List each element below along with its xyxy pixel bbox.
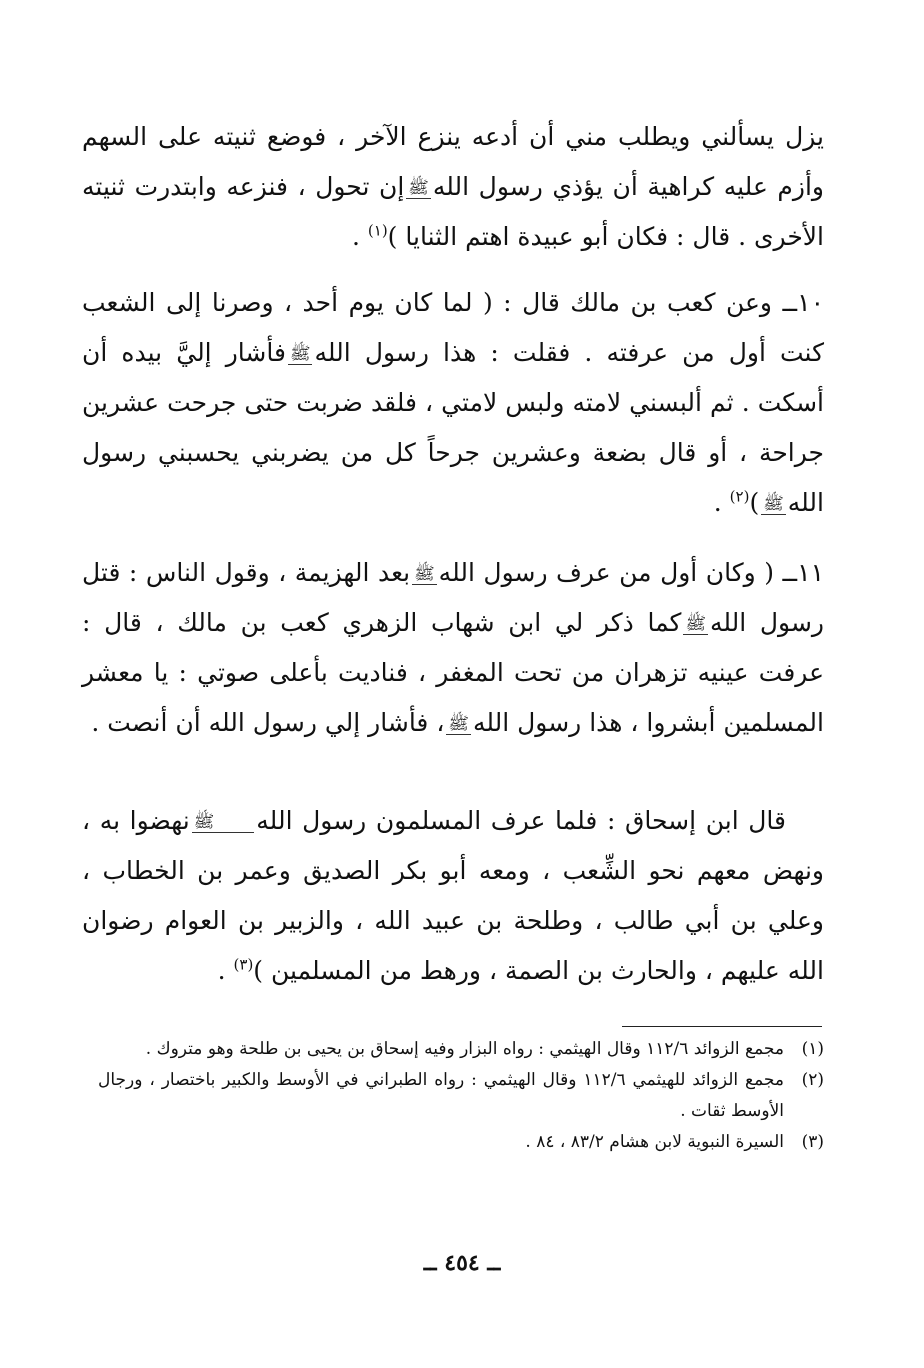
paragraph-text: إن تحول ، فنزعه وابتدرت ثنيته الأخرى . قال : فكان أبو عبيدة اهتم الثنايا ) — [82, 172, 824, 251]
paragraph-continuation — [82, 112, 824, 262]
paragraph-text: فأشار إليَّ بيده أن أسكت . ثم ألبسني لامته ولبس لامتي ، فلقد ضربت حتى جرحت عشرين جراحة ، أو قال بضعة وعشرين جرحاً كل من يضربني يحسبني رسول الله — [82, 338, 824, 517]
footnote-text: مجمع الزوائد للهيثمي ١١٢/٦ وقال الهيثمي : رواه الطبراني في الأوسط والكبير باختصار ، ورجال الأوسط ثقات . — [98, 1070, 784, 1121]
paragraph-number: ١٠ــ — [772, 288, 824, 317]
paragraph-text: ( وكان أول من عرف رسول الله — [438, 558, 774, 587]
paragraph-text: يزل يسألني ويطلب مني أن أدعه ينزع الآخر ، فوضع ثنيته على السهم وأزم عليه كراهية أن يؤذي رسول الله — [82, 122, 825, 201]
paragraph-ibn-ishaq — [82, 796, 824, 996]
salla-allah-alayhi-wa-sallam-glyph: ﷺ — [289, 344, 311, 364]
paragraph-text: كما ذكر لي ابن شهاب الزهري كعب بن مالك ، قال : عرفت عينيه تزهران من تحت المغفر ، فناديت بأعلى صوتي : يا معشر المسلمين أبشروا ، هذا رسول الله — [82, 608, 824, 737]
footnote-number: (١) — [801, 1039, 824, 1059]
footnote-item — [98, 1034, 824, 1065]
salla-allah-alayhi-wa-sallam-glyph: ﷺ — [685, 614, 706, 634]
paragraph-end: . — [713, 488, 730, 517]
paragraph-text: بعد الهزيمة ، وقول الناس : قتل رسول الله — [82, 558, 824, 637]
paragraph-10 — [82, 278, 824, 528]
footnote-separator — [622, 1026, 822, 1027]
footnote-text: مجمع الزوائد ١١٢/٦ وقال الهيثمي : رواه البزار وفيه إسحاق بن يحيى بن طلحة وهو متروك . — [145, 1039, 784, 1059]
footnote-number: (٣) — [801, 1132, 824, 1152]
paragraph-text: ) — [749, 488, 760, 517]
footnote-reference: (٢) — [729, 487, 750, 506]
salla-allah-alayhi-wa-sallam-glyph: ﷺ — [448, 714, 469, 734]
page-number: ــ ٤٥٤ ــ — [423, 1250, 501, 1276]
footnote-text: السيرة النبوية لابن هشام ٨٣/٢ ، ٨٤ . — [525, 1132, 784, 1152]
paragraph-end: . — [217, 956, 234, 985]
footnote-reference: (٣) — [233, 955, 254, 974]
salla-allah-alayhi-wa-sallam-glyph: ﷺ — [414, 564, 435, 584]
salla-allah-alayhi-wa-sallam-glyph: ﷺ — [763, 494, 784, 514]
paragraph-text: قال ابن إسحاق : فلما عرف المسلمون رسول الله — [256, 806, 786, 835]
paragraph-11 — [82, 548, 824, 748]
paragraph-text: وعن كعب بن مالك قال : ( لما كان يوم أحد ، وصرنا إلى الشعب كنت أول من عرفته . فقلت : هذا رسول الله — [82, 288, 824, 367]
salla-allah-alayhi-wa-sallam-glyph: ﷺ — [192, 812, 255, 833]
paragraph-text: ، فأشار إلي رسول الله أن أنصت . — [91, 708, 445, 737]
footnote-item — [98, 1127, 824, 1158]
footnote-item — [98, 1065, 824, 1127]
paragraph-end: . — [351, 222, 368, 251]
paragraph-number: ١١ــ — [773, 558, 824, 587]
footnotes — [98, 1034, 824, 1158]
paragraph-text: نهضوا به ، ونهض معهم نحو الشِّعب ، ومعه أبو بكر الصديق وعمر بن الخطاب ، وعلي بن أبي طالب ، وطلحة بن عبيد الله ، والزبير بن العوام رضوان الله عليهم ، والحارث بن الصمة ، ورهط من المسلمين ) — [82, 806, 824, 985]
footnote-number: (٢) — [801, 1070, 824, 1090]
footnote-reference: (١) — [367, 221, 388, 240]
salla-allah-alayhi-wa-sallam-glyph: ﷺ — [408, 178, 429, 198]
